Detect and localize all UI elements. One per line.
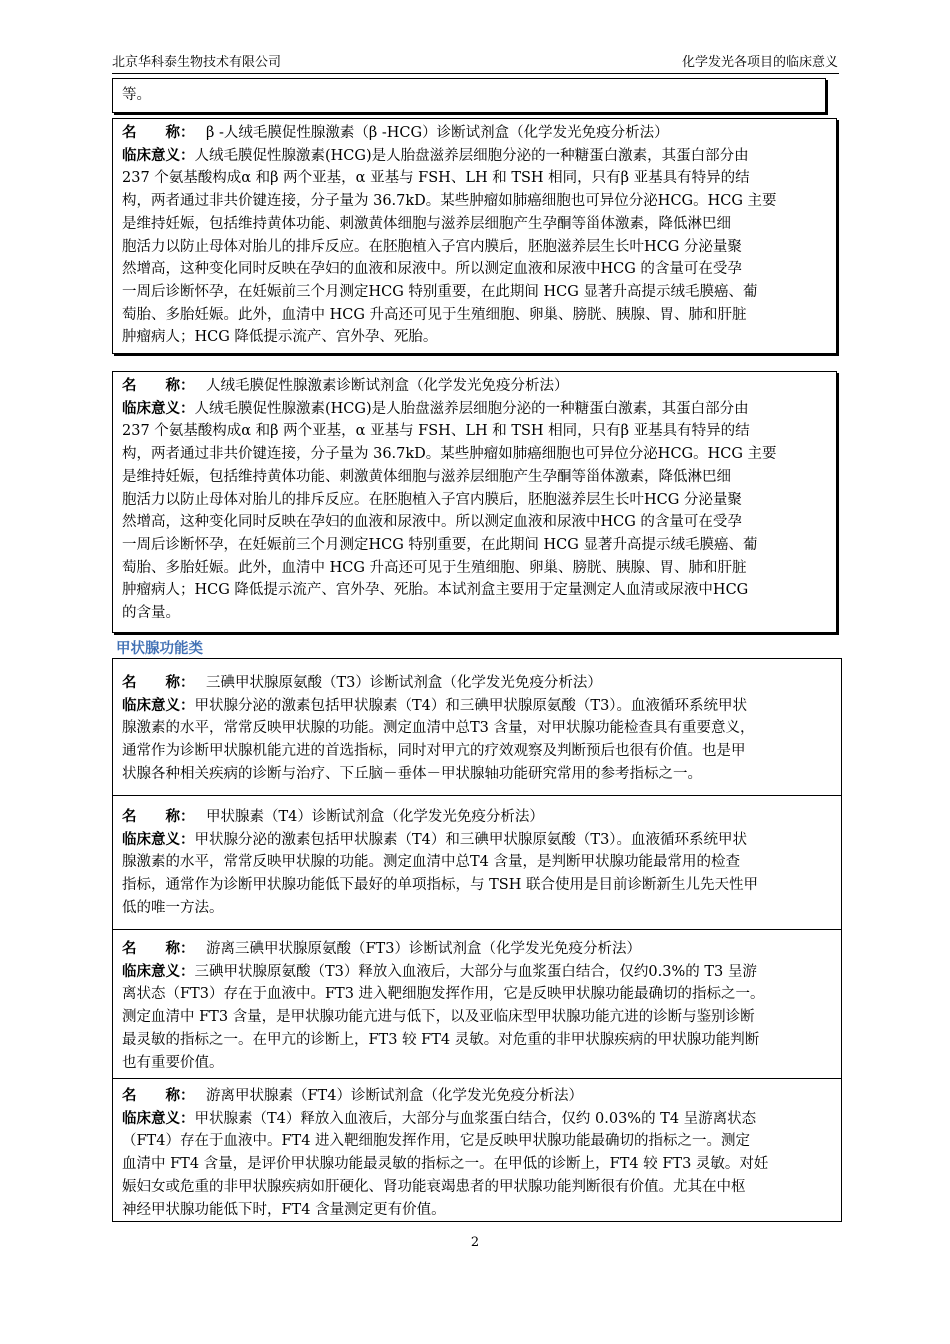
meaning-line: 237 个氨基酸构成α 和β 两个亚基，α 亚基与 FSH、LH 和 TSH 相同，只有β 亚基具有特异的结 <box>122 423 750 440</box>
meaning-line: 构，两者通过非共价键连接，分子量为 36.7kD。某些肿瘤如肺癌细胞也可异位分泌HCG。HCG 主要 <box>122 193 777 210</box>
meaning-text: 甲状腺素（T4）释放入血液后，大部分与血浆蛋白结合，仅约 0.03%的 T4 呈游离状态 <box>194 1110 757 1127</box>
entry-name-line <box>122 375 828 398</box>
meaning-line: 萄胎、多胎妊娠。此外，血清中 HCG 升高还可见于生殖细胞、卵巢、膀胱、胰腺、胃、肺和肝脏 <box>122 306 747 323</box>
entry-name: 游离甲状腺素（FT4）诊断试剂盒（化学发光免疫分析法） <box>206 1088 583 1104</box>
continuation-box <box>112 78 826 113</box>
meaning-line: 一周后诊断怀孕，在妊娠前三个月测定HCG 特别重要，在此期间 HCG 显著升高提示绒毛膜癌、葡 <box>122 283 758 300</box>
meaning-line: 胞活力以防止母体对胎儿的排斥反应。在胚胞植入子宫内膜后，胚胞滋养层生长叶HCG 分泌量聚 <box>122 491 742 508</box>
meaning-line: 然增高，这种变化同时反映在孕妇的血液和尿液中。所以测定血液和尿液中HCG 的含量可在受孕 <box>122 261 742 278</box>
meaning-line: 腺激素的水平，常常反映甲状腺的功能。测定血清中总T4 含量，是判断甲状腺功能最常用的检查 <box>122 854 741 871</box>
entry-name: β -人绒毛膜促性腺激素（β -HCG）诊断试剂盒（化学发光免疫分析法） <box>206 125 669 141</box>
company-name: 北京华科泰生物技术有限公司 <box>112 55 282 70</box>
document-title: 化学发光各项目的临床意义 <box>681 55 838 70</box>
entry-name-line <box>122 806 835 829</box>
meaning-line: 低的唯一方法。 <box>122 899 224 916</box>
entry-separator <box>113 1078 841 1079</box>
meaning-line: 指标，通常作为诊断甲状腺功能低下最好的单项指标，与 TSH 联合使用是目前诊断新生儿先天性甲 <box>122 877 758 894</box>
meaning-line: 胞活力以防止母体对胎儿的排斥反应。在胚胞植入子宫内膜后，胚胞滋养层生长叶HCG 分泌量聚 <box>122 238 742 255</box>
meaning-line: 萄胎、多胎妊娠。此外，血清中 HCG 升高还可见于生殖细胞、卵巢、膀胱、胰腺、胃、肺和肝脏 <box>122 559 747 576</box>
name-label: 名 称： <box>122 941 195 957</box>
meaning-text: 甲状腺分泌的激素包括甲状腺素（T4）和三碘甲状腺原氨酸（T3）。血液循环系统甲状 <box>194 697 748 714</box>
entry-ft3 <box>113 938 841 1074</box>
meaning-text: 三碘甲状腺原氨酸（T3）释放入血液后，大部分与血浆蛋白结合，仅约0.3%的 T3 呈游 <box>194 963 757 980</box>
meaning-line: 神经甲状腺功能低下时，FT4 含量测定更有价值。 <box>122 1201 446 1218</box>
meaning-line: 腺激素的水平，常常反映甲状腺的功能。测定血清中总T3 含量，对甲状腺功能检查具有重要意义， <box>122 720 755 737</box>
meaning-label: 临床意义： <box>122 400 195 417</box>
meaning-line: （FT4）存在于血液中。FT4 进入靶细胞发挥作用，它是反映甲状腺功能最确切的指标之一。测定 <box>122 1133 751 1150</box>
meaning-label: 临床意义： <box>122 963 195 980</box>
meaning-label: 临床意义： <box>122 697 195 714</box>
meaning-line <box>122 1108 835 1131</box>
meaning-line: 通常作为诊断甲状腺机能亢进的首选指标，同时对甲亢的疗效观察及判断预后也很有价值。也是甲 <box>122 743 746 760</box>
meaning-line <box>122 398 828 421</box>
meaning-line: 肿瘤病人；HCG 降低提示流产、宫外孕、死胎。 <box>122 329 438 346</box>
name-label: 名 称： <box>122 378 195 394</box>
entry-name: 游离三碘甲状腺原氨酸（FT3）诊断试剂盒（化学发光免疫分析法） <box>206 941 641 957</box>
meaning-text: 人绒毛膜促性腺激素(HCG)是人胎盘滋养层细胞分泌的一种糖蛋白激素，其蛋白部分由 <box>194 400 749 417</box>
thyroid-group <box>112 658 842 1222</box>
meaning-line: 测定血清中 FT3 含量，是甲状腺功能亢进与低下，以及亚临床型甲状腺功能亢进的诊断与鉴别诊断 <box>122 1009 755 1026</box>
meaning-line <box>122 145 828 168</box>
entry-name: 三碘甲状腺原氨酸（T3）诊断试剂盒（化学发光免疫分析法） <box>206 675 602 691</box>
meaning-line: 构，两者通过非共价键连接，分子量为 36.7kD。某些肿瘤如肺癌细胞也可异位分泌HCG。HCG 主要 <box>122 446 777 463</box>
section-title-thyroid: 甲状腺功能类 <box>116 641 203 657</box>
meaning-text: 甲状腺分泌的激素包括甲状腺素（T4）和三碘甲状腺原氨酸（T3）。血液循环系统甲状 <box>194 831 748 848</box>
entry-name-line <box>122 672 835 695</box>
meaning-line: 最灵敏的指标之一。在甲亢的诊断上，FT3 较 FT4 灵敏。对危重的非甲状腺疾病的甲状腺功能判断 <box>122 1031 760 1048</box>
meaning-text: 人绒毛膜促性腺激素(HCG)是人胎盘滋养层细胞分泌的一种糖蛋白激素，其蛋白部分由 <box>194 147 749 164</box>
meaning-line <box>122 961 835 984</box>
name-label: 名 称： <box>122 809 195 825</box>
header-rule <box>112 73 839 74</box>
meaning-line: 血清中 FT4 含量，是评价甲状腺功能最灵敏的指标之一。在甲低的诊断上，FT4 较 FT3 灵敏。对妊 <box>122 1156 769 1173</box>
entry-beta-hcg <box>112 118 837 354</box>
meaning-line: 的含量。 <box>122 605 180 622</box>
meaning-label: 临床意义： <box>122 831 195 848</box>
entry-t3 <box>113 672 841 786</box>
meaning-line: 离状态（FT3）存在于血液中。FT3 进入靶细胞发挥作用，它是反映甲状腺功能最确切的指标之一。 <box>122 986 765 1003</box>
meaning-line: 也有重要价值。 <box>122 1054 224 1071</box>
continuation-text: 等。 <box>122 87 151 103</box>
entry-name: 人绒毛膜促性腺激素诊断试剂盒（化学发光免疫分析法） <box>206 378 569 394</box>
page-number: 2 <box>470 1235 480 1250</box>
entry-name: 甲状腺素（T4）诊断试剂盒（化学发光免疫分析法） <box>206 809 544 825</box>
meaning-label: 临床意义： <box>122 147 195 164</box>
entry-separator <box>113 929 841 930</box>
meaning-line <box>122 829 835 852</box>
meaning-line: 娠妇女或危重的非甲状腺疾病如肝硬化、肾功能衰竭患者的甲状腺功能判断很有价值。尤其在中枢 <box>122 1178 746 1195</box>
name-label: 名 称： <box>122 125 195 141</box>
entry-name-line <box>122 1085 835 1108</box>
meaning-line: 一周后诊断怀孕，在妊娠前三个月测定HCG 特别重要，在此期间 HCG 显著升高提示绒毛膜癌、葡 <box>122 536 758 553</box>
entry-t4 <box>113 806 841 920</box>
meaning-line: 然增高，这种变化同时反映在孕妇的血液和尿液中。所以测定血液和尿液中HCG 的含量可在受孕 <box>122 514 742 531</box>
meaning-line: 237 个氨基酸构成α 和β 两个亚基，α 亚基与 FSH、LH 和 TSH 相同，只有β 亚基具有特异的结 <box>122 170 750 187</box>
entry-name-line <box>122 122 828 145</box>
meaning-label: 临床意义： <box>122 1110 195 1127</box>
meaning-line: 肿瘤病人；HCG 降低提示流产、宫外孕、死胎。本试剂盒主要用于定量测定人血清或尿液中HCG <box>122 582 749 599</box>
entry-hcg <box>112 371 837 633</box>
entry-separator <box>113 795 841 796</box>
entry-ft4 <box>113 1085 841 1221</box>
entry-name-line <box>122 938 835 961</box>
meaning-line <box>122 695 835 718</box>
name-label: 名 称： <box>122 675 195 691</box>
meaning-line: 是维持妊娠，包括维持黄体功能、刺激黄体细胞与滋养层细胞产生孕酮等甾体激素，降低淋巴细 <box>122 468 731 485</box>
meaning-line: 状腺各种相关疾病的诊断与治疗、下丘脑－垂体－甲状腺轴功能研究常用的参考指标之一。 <box>122 765 702 782</box>
meaning-line: 是维持妊娠，包括维持黄体功能、刺激黄体细胞与滋养层细胞产生孕酮等甾体激素，降低淋巴细 <box>122 215 731 232</box>
name-label: 名 称： <box>122 1088 195 1104</box>
